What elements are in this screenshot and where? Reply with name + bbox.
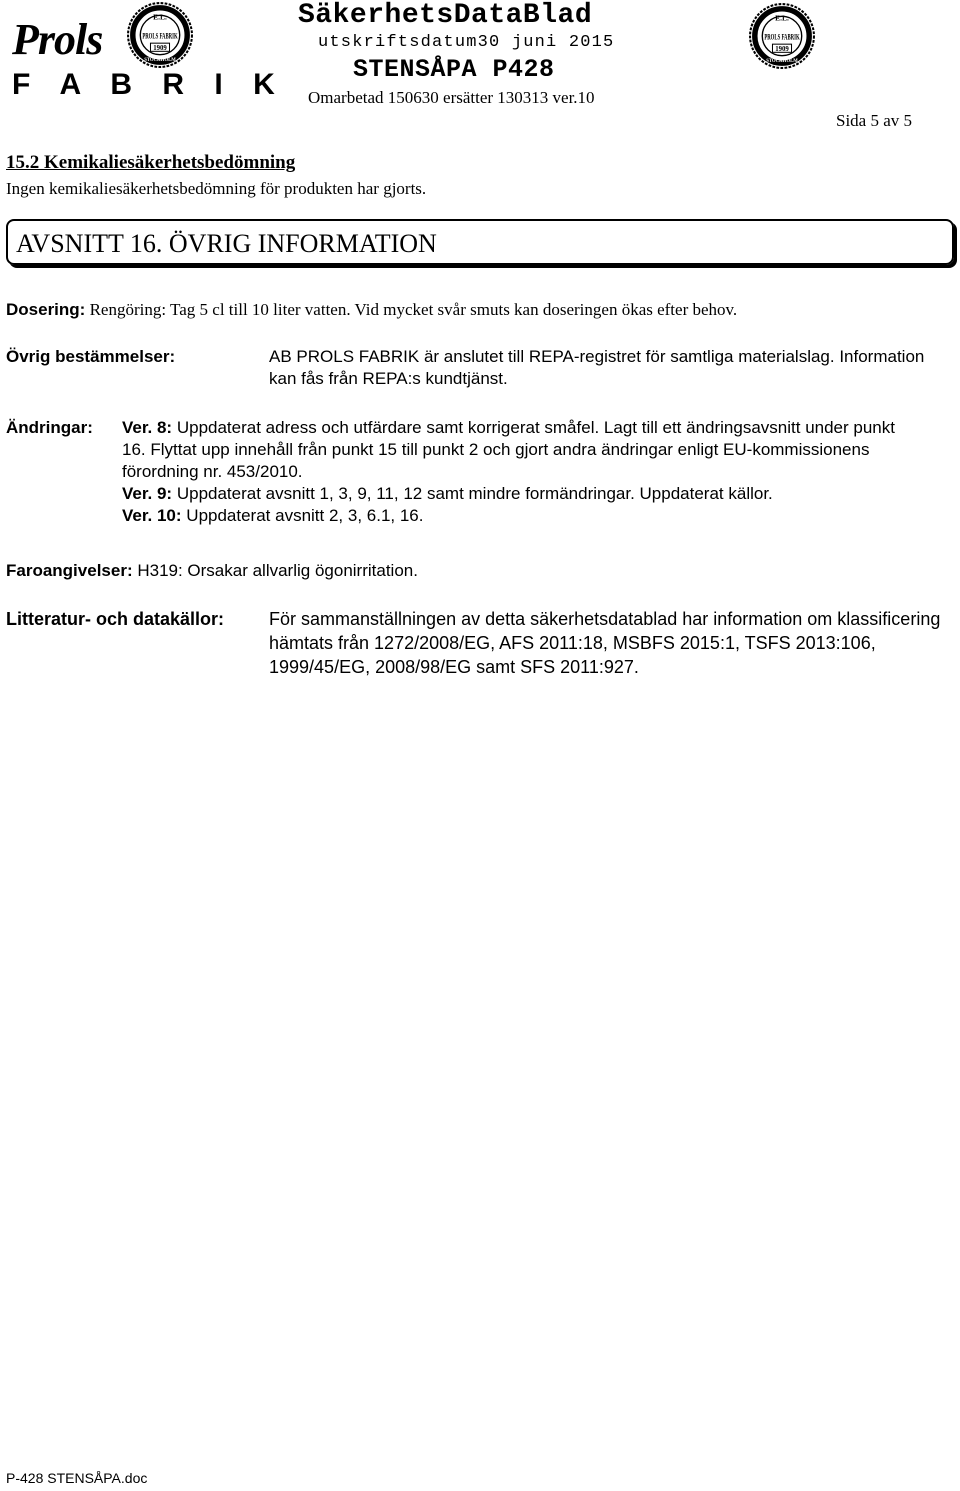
andringar-entry <box>122 483 922 505</box>
andringar-entry <box>122 417 922 483</box>
ovrig-text: AB PROLS FABRIK är anslutet till REPA-registret för samtliga materialslag. Information kan fås från REPA:s kundtjänst. <box>269 347 925 388</box>
seal-top-text: E.L. <box>775 13 789 23</box>
andringar-list <box>122 417 922 527</box>
section-16-heading-box <box>6 219 954 265</box>
ovrig-label: Övrig bestämmelser: <box>6 347 176 366</box>
company-seal-icon <box>748 2 816 70</box>
seal-band-text: PROLS FABRIK <box>142 31 179 41</box>
andringar-label: Ändringar: <box>6 418 93 437</box>
footer-filename: P-428 STENSÅPA.doc <box>6 1470 148 1486</box>
version-label: Ver. 8: <box>122 418 173 437</box>
print-date: utskriftsdatum30 juni 2015 <box>318 33 615 52</box>
litteratur-label: Litteratur- och datakällor: <box>6 609 225 629</box>
seal-bottom-text: STOCKHOLM <box>766 58 798 64</box>
logo-script: Prols <box>12 15 103 64</box>
company-seal-icon <box>126 1 194 69</box>
logo-wordmark: F A B R I K <box>12 68 286 101</box>
dosering-label: Dosering: <box>6 300 86 319</box>
section-15-2-text: Ingen kemikaliesäkerhetsbedömning för produkten har gjorts. <box>6 179 427 198</box>
dosering-line <box>6 299 737 321</box>
version-label: Ver. 9: <box>122 484 173 503</box>
page-number: Sida 5 av 5 <box>836 111 913 130</box>
faroangivelser-text: H319: Orsakar allvarlig ögonirritation. <box>132 561 418 580</box>
revision-info: Omarbetad 150630 ersätter 130313 ver.10 <box>308 88 595 107</box>
version-text: Uppdaterat adress och utfärdare samt korrigerat småfel. Lagt till ett ändringsavsnitt under punkt 16. Flyttat upp innehåll från punkt 15 till punkt 2 och gjort andra ändringar enligt EU-kommissionens förordning nr. 453/2010. <box>122 418 895 481</box>
litteratur-text: För sammanställningen av detta säkerhetsdatablad har information om klassificering hämtats från 1272/2008/EG, AFS 2011:18, MSBFS 2015:1, TSFS 2013:106, 1999/45/EG, 2008/98/EG samt SFS 2011:927. <box>269 609 941 677</box>
seal-year-text: 1909 <box>775 45 789 53</box>
seal-top-text: E.L. <box>153 12 167 22</box>
faroangivelser-line <box>6 560 418 582</box>
faroangivelser-label: Faroangivelser: <box>6 561 133 580</box>
section-15-2-title: 15.2 Kemikaliesäkerhetsbedömning <box>6 152 296 173</box>
section-16-title: AVSNITT 16. ÖVRIG INFORMATION <box>16 229 437 258</box>
andringar-entry <box>122 505 922 527</box>
product-name: STENSÅPA P428 <box>353 55 555 84</box>
version-text: Uppdaterat avsnitt 1, 3, 9, 11, 12 samt mindre formändringar. Uppdaterat källor. <box>172 484 773 503</box>
dosering-text: Rengöring: Tag 5 cl till 10 liter vatten. Vid mycket svår smuts kan doseringen ökas efter behov. <box>85 300 738 319</box>
seal-bottom-text: STOCKHOLM <box>144 57 176 63</box>
version-text: Uppdaterat avsnitt 2, 3, 6.1, 16. <box>181 506 424 525</box>
seal-band-text: PROLS FABRIK <box>764 32 801 42</box>
seal-year-text: 1909 <box>153 44 167 52</box>
document-title: SäkerhetsDataBlad <box>298 0 593 31</box>
version-label: Ver. 10: <box>122 506 182 525</box>
